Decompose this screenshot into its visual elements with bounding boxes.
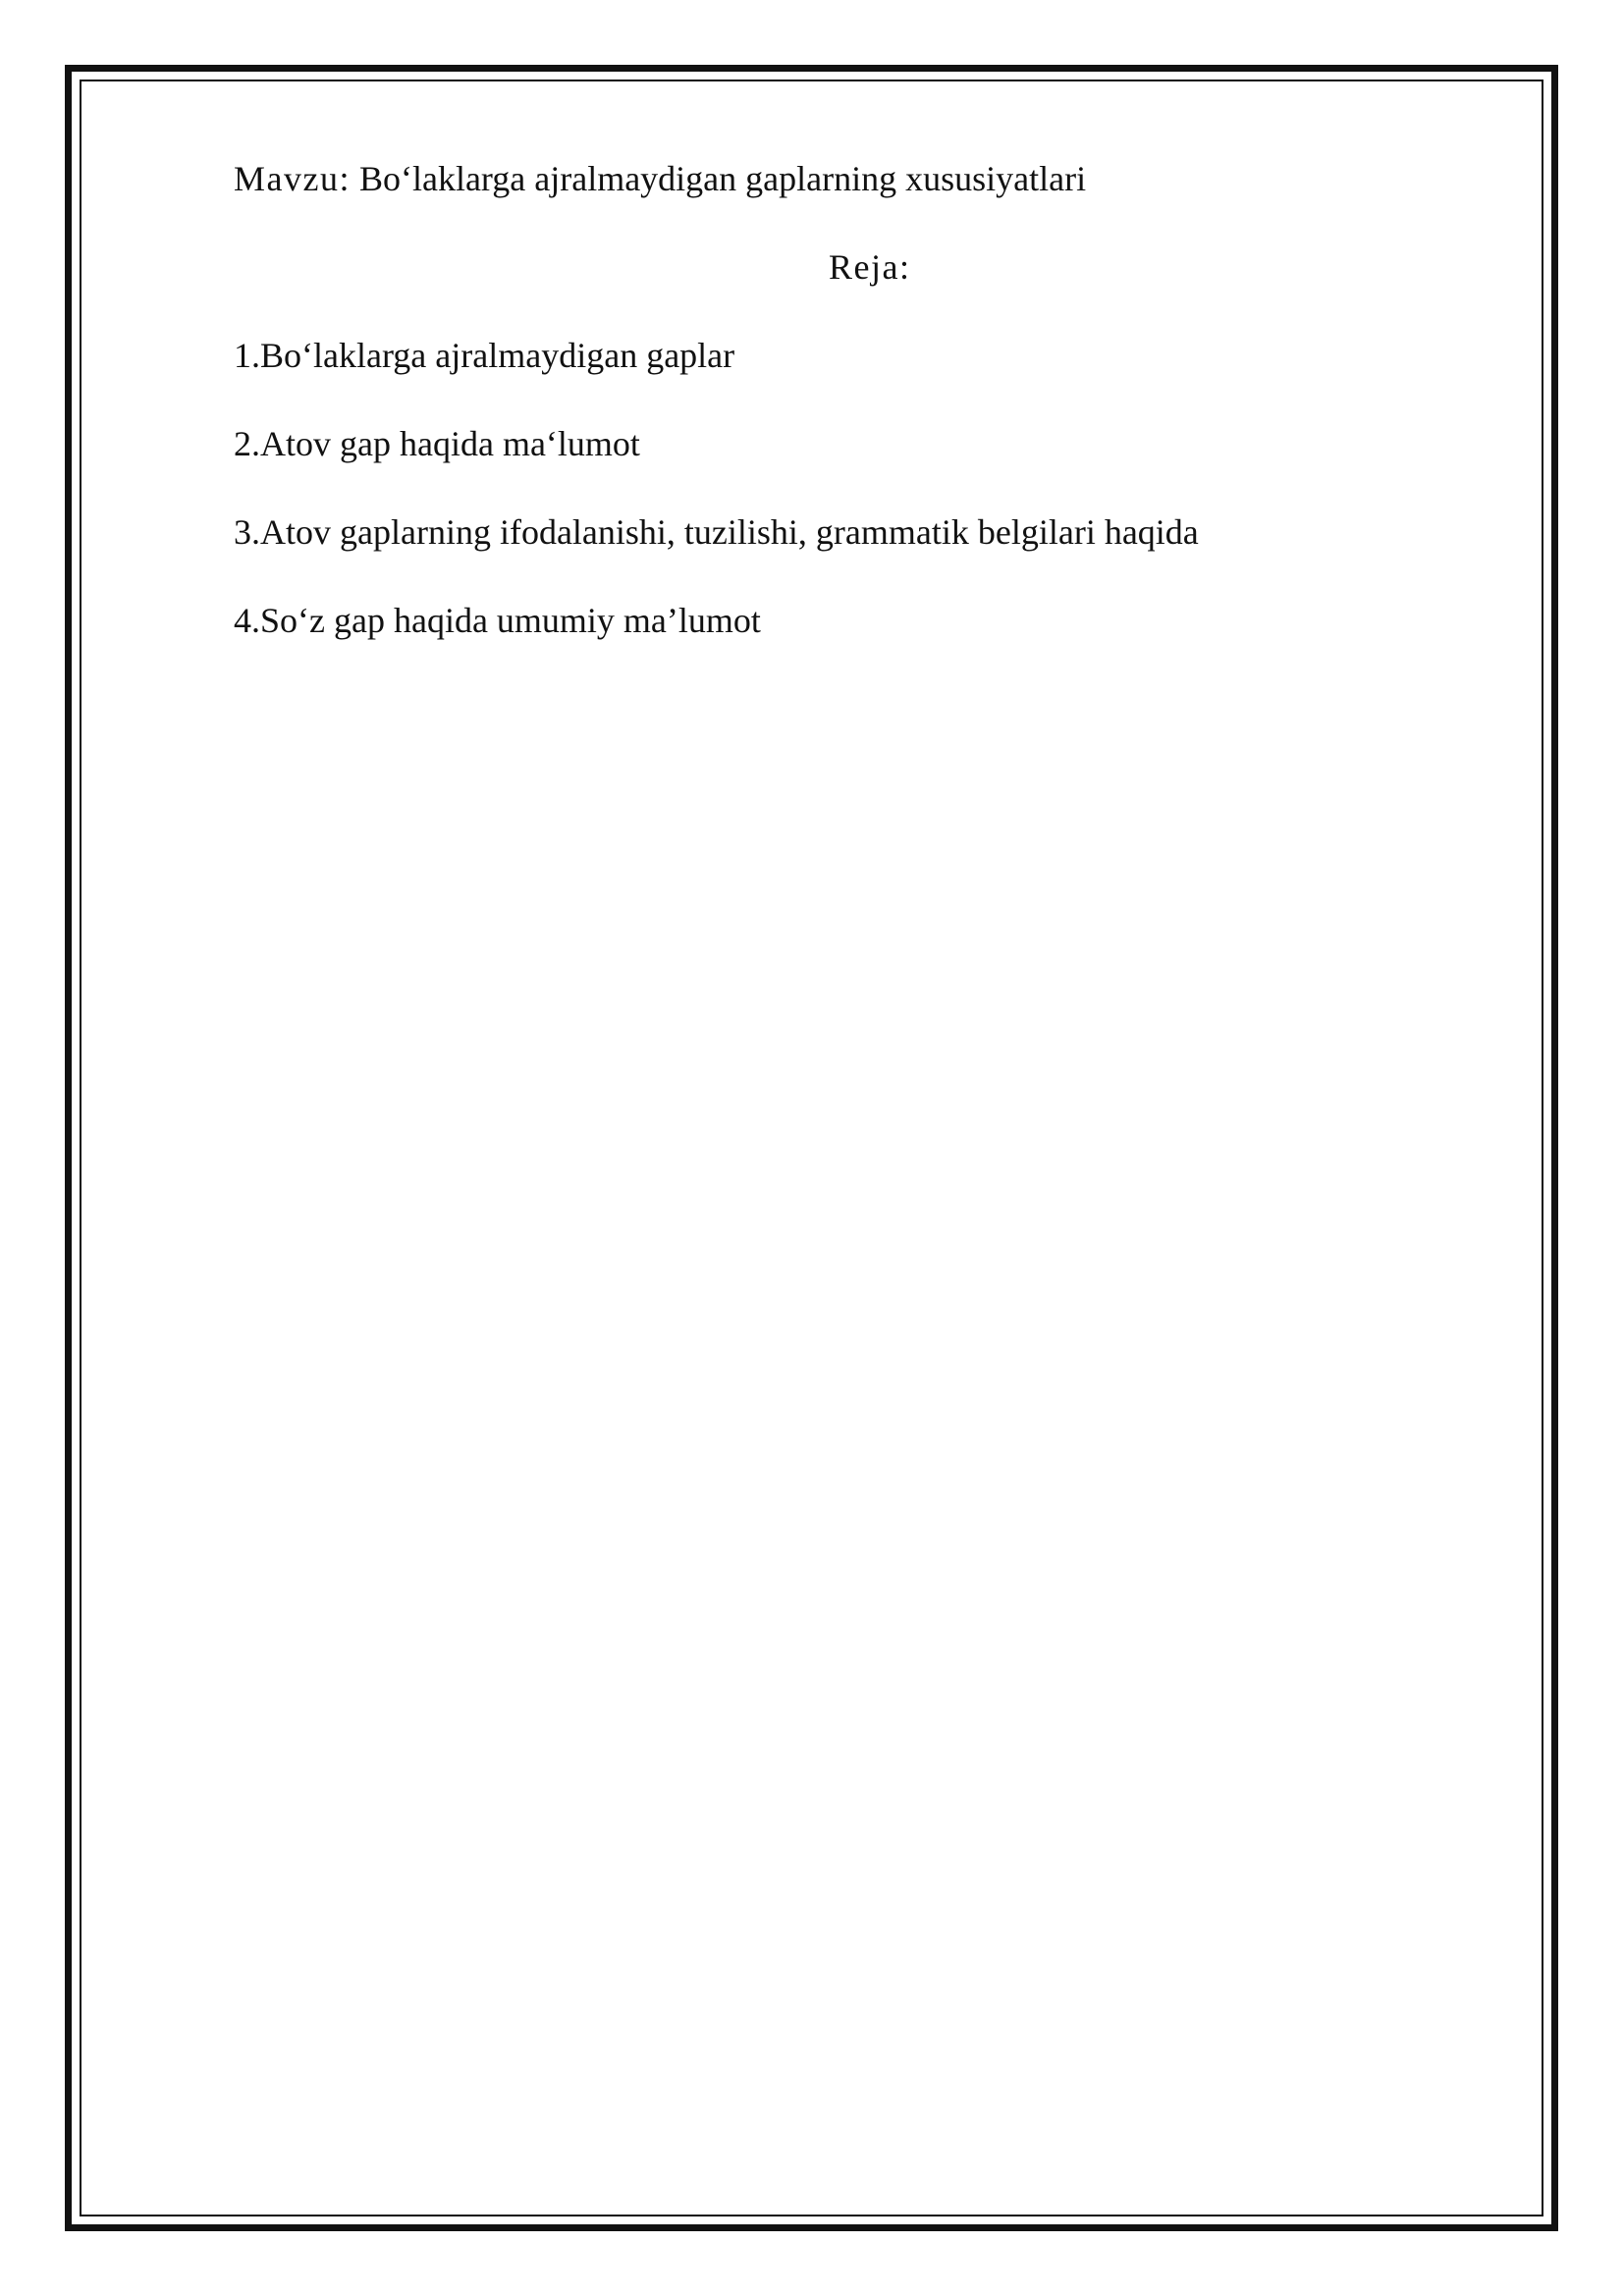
topic-label: Mavzu: — [234, 159, 351, 198]
plan-item-4: 4.So‘z gap haqida umumiy ma’lumot — [234, 601, 761, 640]
plan-heading: Reja: — [829, 247, 911, 287]
plan-item-2: 2.Atov gap haqida ma‘lumot — [234, 424, 640, 463]
plan-list — [234, 334, 1199, 687]
plan-item-1: 1.Bo‘laklarga ajralmaydigan gaplar — [234, 336, 735, 375]
topic-title: Bo‘laklarga ajralmaydigan gaplarning xususiyatlari — [358, 159, 1087, 198]
topic-line — [234, 157, 1086, 200]
plan-item-3: 3.Atov gaplarning ifodalanishi, tuzilishi, grammatik belgilari haqida — [234, 512, 1199, 552]
